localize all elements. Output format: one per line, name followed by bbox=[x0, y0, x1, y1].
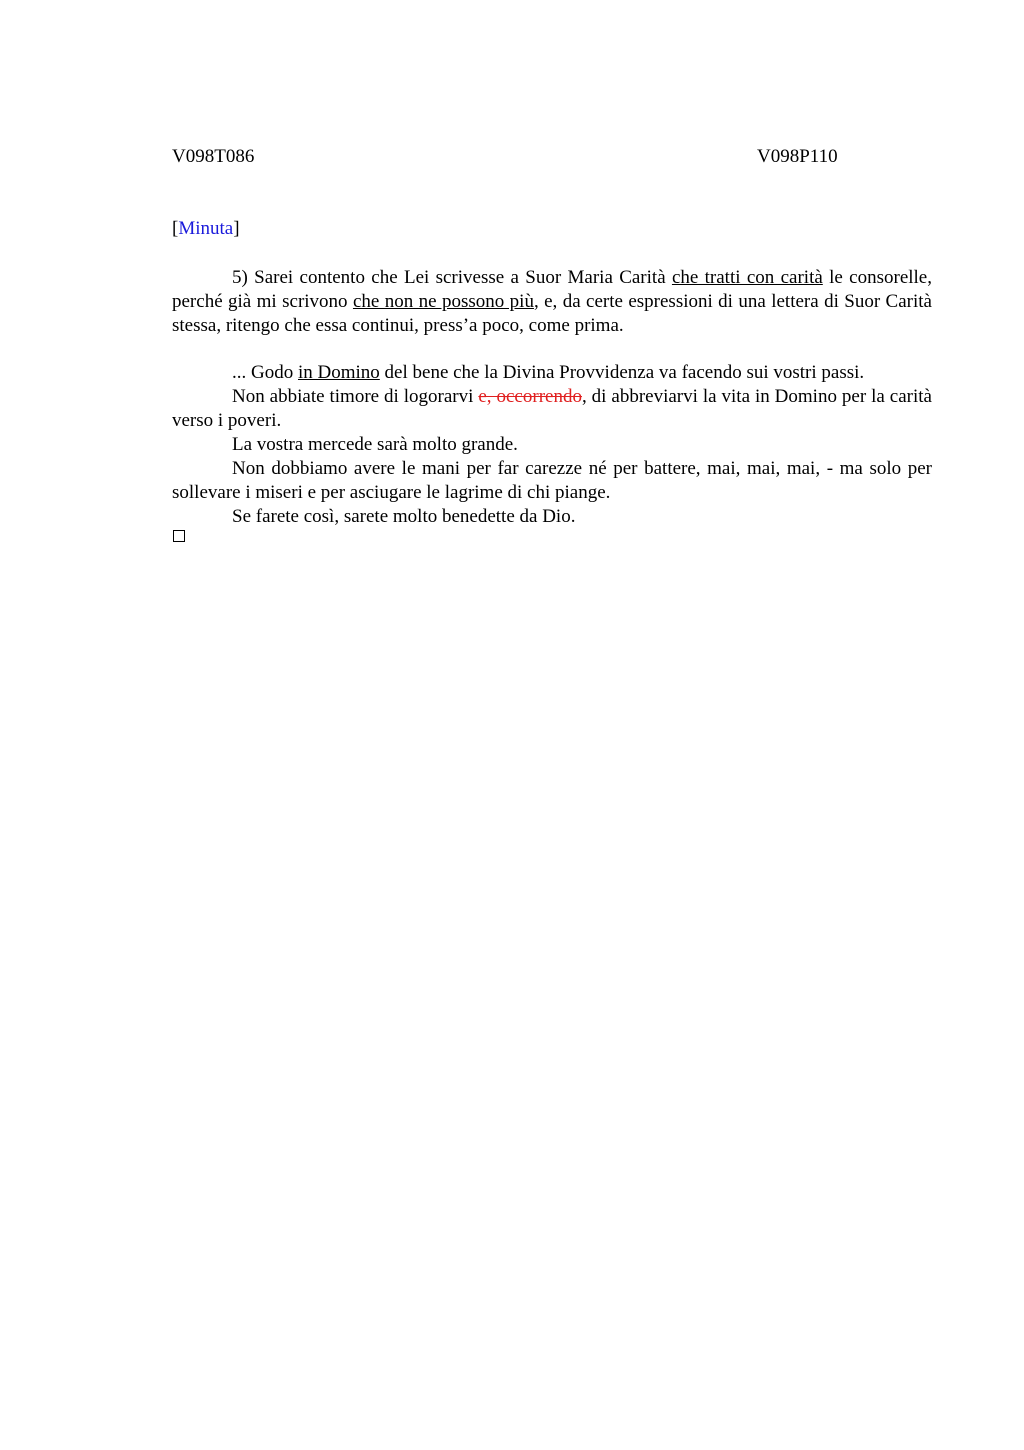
paragraph-se-farete-cosi: Se farete così, sarete molto benedette da Dio. bbox=[232, 506, 576, 527]
paragraph2-underlined: in Domino bbox=[297, 362, 380, 383]
paragraph2-text-b: del bene che la Divina Provvidenza va facendo sui vostri passi. bbox=[379, 362, 865, 383]
paragraph-non-abbiate-timore bbox=[172, 385, 932, 433]
text-code: V098T086 bbox=[172, 146, 255, 167]
minuta-link[interactable]: Minuta bbox=[178, 218, 234, 239]
paragraph2-text-a: ... Godo bbox=[232, 362, 298, 383]
paragraph3-text-a: Non abbiate timore di logorarvi bbox=[232, 386, 479, 407]
minuta-close-bracket: ] bbox=[233, 218, 240, 239]
paragraph1-text-b: le consorelle, perché già mi scrivono bbox=[172, 267, 932, 312]
paragraph3-deleted-text: e, occorrendo bbox=[478, 386, 582, 407]
paragraph3-text-b: , di abbreviarvi la vita in Domino per la carità verso i poveri. bbox=[172, 386, 932, 431]
paragraph1-text-c: , e, da certe espressioni di una lettera di Suor Carità stessa, ritengo che essa continui, press’a poco, come prima. bbox=[172, 291, 932, 336]
letter-section-2 bbox=[172, 361, 932, 529]
paragraph1-text-a: 5) Sarei contento che Lei scrivesse a Suor Maria Carità bbox=[232, 267, 672, 288]
minuta-open-bracket: [ bbox=[172, 218, 179, 239]
minuta-label bbox=[172, 218, 240, 240]
paragraph-suor-maria-carita bbox=[172, 266, 932, 338]
paragraph-non-dobbiamo: Non dobbiamo avere le mani per far carezze né per battere, mai, mai, mai, - ma solo per sollevare i miseri e per asciugare le lagrime di chi piange. bbox=[172, 458, 932, 503]
letter-section-1 bbox=[172, 266, 932, 338]
paragraph1-underlined-2: che non ne possono più bbox=[352, 291, 534, 312]
paragraph-godo-in-domino bbox=[172, 361, 932, 385]
paragraph-vostra-mercede: La vostra mercede sarà molto grande. bbox=[232, 434, 518, 455]
square-outline-icon bbox=[173, 530, 185, 542]
paragraph1-underlined-1: che tratti con carità bbox=[671, 267, 823, 288]
document-codes bbox=[172, 146, 932, 170]
page-code: V098P110 bbox=[757, 146, 838, 167]
